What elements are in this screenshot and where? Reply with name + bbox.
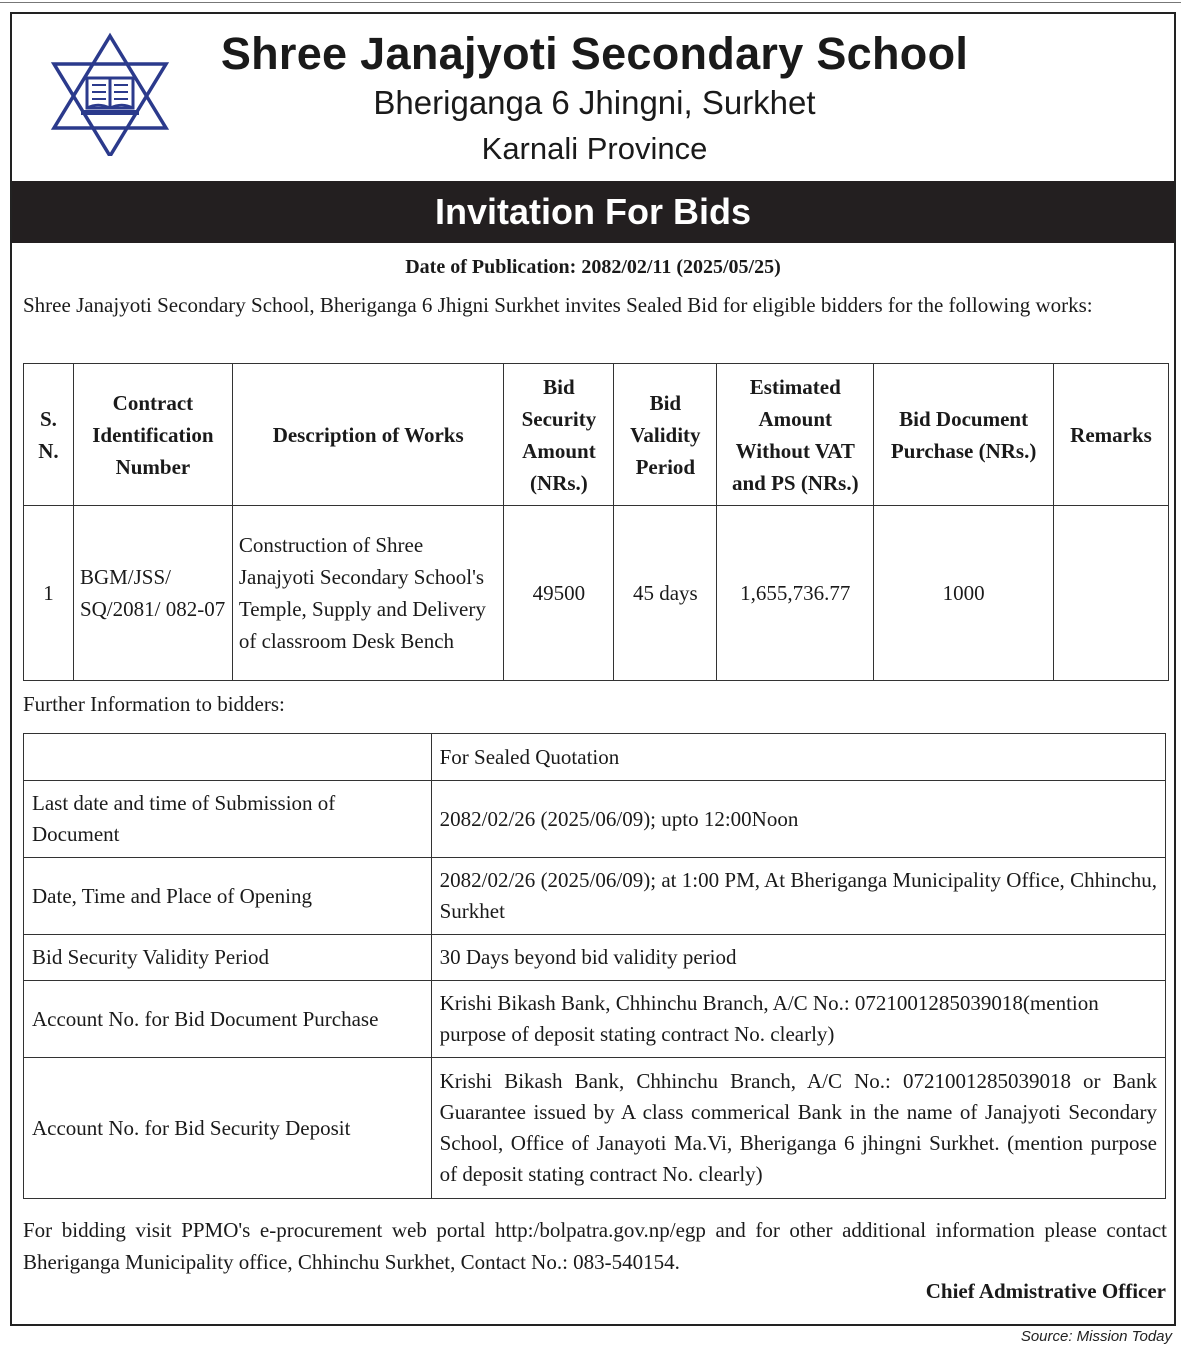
table-row [24, 781, 1166, 858]
info-value-cell: 30 Days beyond bid validity period [431, 935, 1165, 981]
info-label-cell: Date, Time and Place of Opening [24, 858, 432, 935]
table-row [24, 1058, 1166, 1199]
info-label-cell: Account No. for Bid Security Deposit [24, 1058, 432, 1199]
school-name: Shree Janajyoti Secondary School [220, 28, 969, 79]
intro-paragraph: Shree Janajyoti Secondary School, Bheriganga 6 Jhigni Surkhet invites Sealed Bid for eligible bidders for the following works: [23, 293, 1093, 317]
works-table [23, 363, 1169, 681]
header-estimated-amount: Estimated Amount Without VAT and PS (NRs.) [717, 364, 874, 506]
school-province: Karnali Province [481, 131, 708, 166]
footer-paragraph: For bidding visit PPMO's e-procurement web portal http:/bolpatra.gov.np/egp and for other additional information please contact Bheriganga Municipality office, Chhinchu Surkhet, Contact No.: 083-540154. [23, 1218, 1167, 1274]
works-table-header-row [24, 364, 1169, 506]
cell-description: Construction of Shree Janajyoti Secondary School's Temple, Supply and Delivery of classroom Desk Bench [232, 506, 504, 681]
cell-bid-security: 49500 [504, 506, 614, 681]
info-value-cell: Krishi Bikash Bank, Chhinchu Branch, A/C No.: 0721001285039018 or Bank Guarantee issued by A class commerical Bank in the name of Janajyoti Secondary School, Office of Janayoti Ma.Vi, Bheriganga 6 jhingni Surkhet. (mention purpose of deposit stating contract No. clearly) [431, 1058, 1165, 1199]
table-row [24, 981, 1166, 1058]
table-row [24, 858, 1166, 935]
school-address: Bheriganga 6 Jhingni, Surkhet [373, 84, 816, 121]
header-description: Description of Works [232, 364, 504, 506]
top-rule [0, 2, 1181, 3]
star-book-logo-icon [48, 32, 172, 156]
info-heading: For Sealed Quotation [431, 734, 1165, 781]
header-validity: Bid Validity Period [614, 364, 717, 506]
info-value-cell: Krishi Bikash Bank, Chhinchu Branch, A/C No.: 0721001285039018(mention purpose of deposit stating contract No. clearly) [431, 981, 1165, 1058]
header-doc-purchase: Bid Document Purchase (NRs.) [874, 364, 1054, 506]
cell-validity: 45 days [614, 506, 717, 681]
info-label-cell [24, 734, 432, 781]
notice-title-banner: Invitation For Bids [12, 181, 1174, 243]
further-info-label: Further Information to bidders: [23, 692, 285, 716]
table-row [24, 734, 1166, 781]
publication-date: Date of Publication: 2082/02/11 (2025/05/25) [405, 256, 781, 278]
header-remarks: Remarks [1054, 364, 1169, 506]
header-bid-security: Bid Security Amount (NRs.) [504, 364, 614, 506]
info-label-cell: Bid Security Validity Period [24, 935, 432, 981]
notice-frame [10, 12, 1176, 1326]
info-label-cell: Last date and time of Submission of Document [24, 781, 432, 858]
cell-estimated-amount: 1,655,736.77 [717, 506, 874, 681]
info-value-cell: 2082/02/26 (2025/06/09); upto 12:00Noon [431, 781, 1165, 858]
cell-remarks [1054, 506, 1169, 681]
header-sn: S. N. [24, 364, 74, 506]
cell-contract-id: BGM/JSS/ SQ/2081/ 082-07 [73, 506, 232, 681]
table-row [24, 935, 1166, 981]
cell-sn: 1 [24, 506, 74, 681]
table-row [24, 506, 1169, 681]
info-value-cell: 2082/02/26 (2025/06/09); at 1:00 PM, At Bheriganga Municipality Office, Chhinchu, Surkhet [431, 858, 1165, 935]
source-credit: Source: Mission Today [1020, 1328, 1172, 1345]
cell-doc-purchase: 1000 [874, 506, 1054, 681]
signoff-title: Chief Admistrative Officer [925, 1279, 1166, 1303]
info-label-cell: Account No. for Bid Document Purchase [24, 981, 432, 1058]
notice-header [12, 14, 1174, 179]
header-contract-id: Contract Identification Number [73, 364, 232, 506]
further-info-table [23, 733, 1166, 1199]
